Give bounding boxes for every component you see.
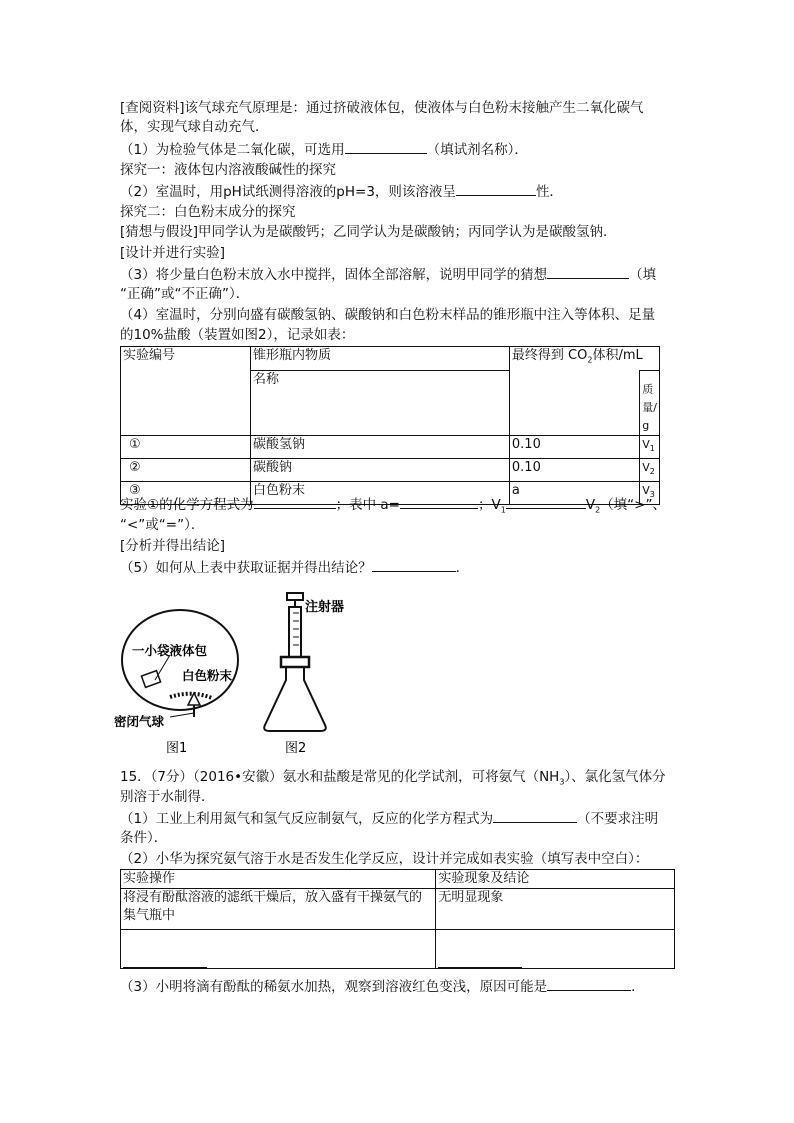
info-line-1: [查阅资料]该气球充气原理是：通过挤破液体包，使液体与白色粉末接触产生二氧化碳气	[120, 100, 644, 116]
question-1-text: （1）为检验气体是二氧化碳，可选用	[120, 142, 345, 158]
answer-blank-2[interactable]	[456, 182, 536, 196]
syringe-icon	[289, 607, 301, 659]
row-result: 无明显现象	[436, 889, 675, 930]
v2-label: $V_2$	[585, 497, 601, 515]
answer-blank-15-3[interactable]	[547, 977, 631, 991]
design-heading: [设计并进行实验]	[120, 245, 226, 261]
figure-2-caption: 图2	[285, 741, 307, 755]
ammonia-table	[120, 869, 675, 969]
row-mass: 0.10	[509, 435, 639, 458]
header-experiment-id: 实验编号	[121, 347, 251, 436]
answer-blank-5[interactable]	[372, 558, 456, 572]
question-15-1-text: （1）工业上利用氮气和氢气反应制氨气，反应的化学方程式为	[120, 811, 494, 827]
answer-blank-3[interactable]	[547, 265, 629, 279]
question-3	[120, 265, 656, 284]
question-1-tail: （填试剂名称）．	[426, 142, 528, 158]
row-mass: a	[509, 481, 639, 504]
question-4-line-1: （4）室温时，分别向盛有碳酸氢钠、碳酸钠和白色粉末样品的锥形瓶中注入等体积、足量	[120, 307, 656, 323]
header-operation: 实验操作	[121, 870, 436, 889]
stopper-icon	[281, 657, 309, 667]
table-row	[121, 889, 675, 930]
question-3-tail: （填	[629, 267, 657, 283]
powder-label: 白色粉末	[182, 668, 233, 683]
syringe-label: 注射器	[305, 600, 345, 615]
header-mass: 质量/g	[640, 370, 660, 435]
plunger-icon	[287, 593, 303, 600]
question-2-tail: 性．	[535, 184, 563, 200]
row-mass: 0.10	[509, 458, 639, 481]
question-15-2: （2）小华为探究氨气溶于水是否发生化学反应，设计并完成如表实验（填写表中空白）：	[120, 851, 649, 867]
row-volume: $V_3$	[640, 481, 660, 504]
figure-1-caption: 图1	[166, 741, 188, 755]
question-2	[120, 182, 563, 201]
apparatus-figures	[110, 585, 380, 755]
table-row	[121, 458, 660, 481]
row-id: ②	[121, 458, 251, 481]
question-2-text: （2）室温时，用pH试纸测得溶液的pH=3，则该溶液呈	[120, 184, 456, 200]
equation-text: 实验①的化学方程式为	[120, 497, 254, 513]
row-id: ③	[121, 481, 251, 504]
row-name: 白色粉末	[250, 481, 509, 504]
explore-1-title: 探究一：液体包内溶液酸碱性的探究	[120, 162, 336, 178]
fill-hint: （填“>”、	[600, 497, 666, 513]
flask-icon	[264, 667, 326, 731]
question-15-line-1: 15．（7分）（2016•安徽）氨水和盐酸是常见的化学试剂，可将氨气$(NH_3)$、氯化氢气体分	[120, 769, 666, 787]
header-result: 实验现象及结论	[436, 870, 675, 889]
question-15-1-tail: （不要求注明	[577, 811, 659, 827]
question-5	[120, 558, 469, 577]
balloon-label: 密闭气球	[114, 714, 165, 729]
liquid-pack-icon	[141, 671, 160, 688]
balloon-figure	[114, 610, 238, 755]
question-15-3-tail: ．	[631, 979, 645, 995]
info-line-2: 体，实现气球自动充气．	[120, 119, 269, 135]
question-1	[120, 140, 528, 159]
row-result-blank[interactable]	[436, 930, 675, 969]
analysis-heading: [分析并得出结论]	[120, 538, 226, 554]
hypothesis: [猜想与假设]甲同学认为是碳酸钙；乙同学认为是碳酸钠；丙同学认为是碳酸氢钠．	[120, 224, 617, 240]
question-15-text: 15．（7分）（2016•安徽）氨水和盐酸是常见的化学试剂，可将氨气（NH	[120, 769, 560, 785]
answer-blank-1[interactable]	[345, 140, 427, 154]
row-name: 碳酸钠	[250, 458, 509, 481]
question-15-text-end: ）、氯化氢气体分	[564, 769, 666, 785]
question-15-line-2: 别溶于水制得．	[120, 789, 215, 805]
question-5-text: （5）如何从上表中获取证据并得出结论？	[120, 560, 372, 576]
question-4-line-2: 的10%盐酸（装置如图2），记录如表：	[120, 327, 355, 343]
row-volume: $V_2$	[640, 458, 660, 481]
header-name: 名称	[250, 370, 509, 435]
answer-blank-equation[interactable]	[254, 495, 336, 509]
row-id: ①	[121, 435, 251, 458]
v1-label: ；$V_1$	[478, 497, 506, 515]
table-row	[121, 930, 675, 969]
explore-2-title: 探究二：白色粉末成分的探究	[120, 204, 296, 220]
pack-label: 一小袋液体包	[132, 643, 208, 658]
answer-blank-15-1[interactable]	[493, 809, 577, 823]
row-operation-blank[interactable]	[121, 930, 436, 969]
question-15-3-text: （3）小明将滴有酚酞的稀氨水加热，观察到溶液红色变浅，原因可能是	[120, 979, 548, 995]
a-label: ；表中 a=	[335, 497, 400, 513]
table-row	[121, 435, 660, 458]
fill-hint-2: “<”或“=”）．	[120, 517, 205, 533]
answer-blank-compare[interactable]	[506, 495, 586, 509]
experiment-table	[120, 346, 660, 505]
question-3-options: “正确”或“不正确”）．	[120, 286, 250, 302]
question-15-1-line-2: 条件）．	[120, 830, 168, 846]
row-volume: $V_1$	[640, 435, 660, 458]
question-3-text: （3）将少量白色粉末放入水中搅拌，固体全部溶解，说明甲同学的猜想	[120, 267, 548, 283]
row-name: 碳酸氢钠	[250, 435, 509, 458]
row-operation: 将浸有酚酞溶液的滤纸干燥后，放入盛有干操氨气的集气瓶中	[121, 889, 436, 930]
flask-figure	[264, 593, 344, 755]
header-volume: 最终得到 $CO_2$体积/mL	[509, 347, 659, 371]
question-15-1	[120, 809, 658, 828]
header-substance: 锥形瓶内物质	[250, 347, 509, 371]
question-5-tail: ．	[455, 560, 470, 576]
question-15-3	[120, 977, 645, 996]
answer-blank-a[interactable]	[400, 495, 478, 509]
